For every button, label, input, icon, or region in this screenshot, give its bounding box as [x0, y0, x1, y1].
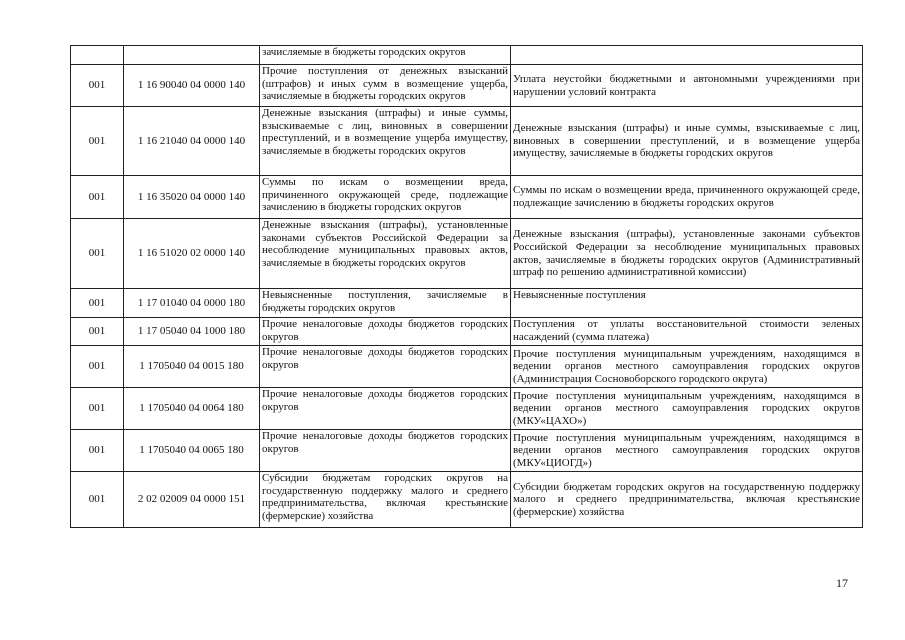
page-number: 17 [836, 576, 848, 590]
table-row [71, 430, 863, 472]
revenue-description-cell: Невыясненные поступления [511, 289, 863, 318]
revenue-name-cell: Денежные взыскания (штрафы), установленные законами субъектов Российской Федерации за несоблюдение муниципальных правовых актов, зачисляемые в бюджеты городских округов [260, 219, 511, 289]
budget-code-cell: 1 16 90040 04 0000 140 [124, 65, 260, 107]
revenue-name-cell: Невыясненные поступления, зачисляемые в бюджеты городских округов [260, 289, 511, 318]
admin-code-cell: 001 [71, 219, 124, 289]
admin-code-cell: 001 [71, 388, 124, 430]
revenue-description-cell: Поступления от уплаты восстановительной стоимости зеленых насаждений (сумма платежа) [511, 318, 863, 346]
table-row [71, 472, 863, 528]
admin-code-cell: 001 [71, 65, 124, 107]
table-row [71, 46, 863, 65]
admin-code-cell: 001 [71, 472, 124, 528]
table-row [71, 176, 863, 219]
budget-code-cell: 1 1705040 04 0064 180 [124, 388, 260, 430]
revenue-name-cell: Денежные взыскания (штрафы) и иные суммы, взыскиваемые с лиц, виновных в совершении преступлений, и в возмещение ущерба имуществу, зачисляемые в бюджеты городских округов [260, 107, 511, 176]
admin-code-cell: 001 [71, 430, 124, 472]
budget-code-cell: 1 16 21040 04 0000 140 [124, 107, 260, 176]
revenue-name-cell: Прочие неналоговые доходы бюджетов городских округов [260, 318, 511, 346]
revenue-description-cell [511, 46, 863, 65]
revenue-description-cell: Денежные взыскания (штрафы), установленные законами субъектов Российской Федерации за несоблюдение муниципальных правовых актов, зачисляемые в бюджеты городских округов (Административный штраф по решению административной комиссии) [511, 219, 863, 289]
revenue-description-cell: Субсидии бюджетам городских округов на государственную поддержку малого и среднего предпринимательства, включая крестьянские (фермерские) хозяйства [511, 472, 863, 528]
revenue-codes-table [70, 45, 863, 528]
budget-code-cell: 1 17 01040 04 0000 180 [124, 289, 260, 318]
table-row [71, 318, 863, 346]
revenue-description-cell: Денежные взыскания (штрафы) и иные суммы, взыскиваемые с лиц, виновных в совершении преступлений, и в возмещение ущерба имуществу, зачисляемые в бюджеты городских округов [511, 107, 863, 176]
budget-code-cell: 1 1705040 04 0065 180 [124, 430, 260, 472]
revenue-description-cell: Прочие поступления муниципальным учреждениям, находящимся в ведении органов местного самоуправления городских округов (МКУ«ЦИОГД») [511, 430, 863, 472]
revenue-name-cell: Прочие неналоговые доходы бюджетов городских округов [260, 346, 511, 388]
revenue-description-cell: Суммы по искам о возмещении вреда, причиненного окружающей среде, подлежащие зачислению в бюджеты городских округов [511, 176, 863, 219]
revenue-name-cell: Субсидии бюджетам городских округов на государственную поддержку малого и среднего предпринимательства, включая крестьянские (фермерские) хозяйства [260, 472, 511, 528]
admin-code-cell: 001 [71, 318, 124, 346]
admin-code-cell: 001 [71, 289, 124, 318]
revenue-name-cell: Суммы по искам о возмещении вреда, причиненного окружающей среде, подлежащие зачислению в бюджеты городских округов [260, 176, 511, 219]
budget-code-cell: 1 1705040 04 0015 180 [124, 346, 260, 388]
revenue-name-cell: Прочие неналоговые доходы бюджетов городских округов [260, 430, 511, 472]
admin-code-cell: 001 [71, 346, 124, 388]
table-row [71, 388, 863, 430]
table-row [71, 219, 863, 289]
budget-code-cell: 1 16 51020 02 0000 140 [124, 219, 260, 289]
admin-code-cell [71, 46, 124, 65]
table-row [71, 346, 863, 388]
revenue-name-cell: Прочие поступления от денежных взысканий (штрафов) и иных сумм в возмещение ущерба, зачисляемые в бюджеты городских округов [260, 65, 511, 107]
revenue-name-cell: Прочие неналоговые доходы бюджетов городских округов [260, 388, 511, 430]
table-row [71, 65, 863, 107]
admin-code-cell: 001 [71, 176, 124, 219]
table-row [71, 107, 863, 176]
budget-code-cell: 2 02 02009 04 0000 151 [124, 472, 260, 528]
budget-code-cell: 1 17 05040 04 1000 180 [124, 318, 260, 346]
table-row [71, 289, 863, 318]
revenue-name-cell: зачисляемые в бюджеты городских округов [260, 46, 511, 65]
revenue-description-cell: Прочие поступления муниципальным учреждениям, находящимся в ведении органов местного самоуправления городских округов (Администрация Сосновоборского городского округа) [511, 346, 863, 388]
revenue-description-cell: Прочие поступления муниципальным учреждениям, находящимся в ведении органов местного самоуправления городских округов (МКУ«ЦАХО») [511, 388, 863, 430]
budget-code-cell [124, 46, 260, 65]
revenue-description-cell: Уплата неустойки бюджетными и автономными учреждениями при нарушении условий контракта [511, 65, 863, 107]
budget-code-cell: 1 16 35020 04 0000 140 [124, 176, 260, 219]
admin-code-cell: 001 [71, 107, 124, 176]
